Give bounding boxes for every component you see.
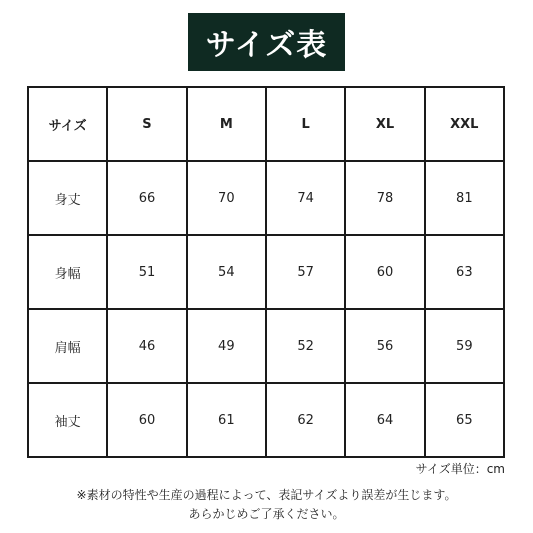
table-cell: 46 — [107, 309, 186, 383]
header-cell-xl: XL — [345, 87, 424, 161]
header-cell-size: サイズ — [28, 87, 107, 161]
table-cell: 81 — [425, 161, 504, 235]
table-row — [28, 161, 504, 235]
row-label: 袖丈 — [28, 383, 107, 457]
page-title-text: サイズ表 — [205, 28, 328, 63]
table-cell: 59 — [425, 309, 504, 383]
table-row — [28, 235, 504, 309]
row-label: 肩幅 — [28, 309, 107, 383]
header-cell-m: M — [187, 87, 266, 161]
table-row — [28, 309, 504, 383]
table-cell: 70 — [187, 161, 266, 235]
table-cell: 61 — [187, 383, 266, 457]
table-row — [28, 383, 504, 457]
header-cell-l: L — [266, 87, 345, 161]
footnote-line-1: ※素材の特性や生産の過程によって、表記サイズより誤差が生じます。 — [76, 488, 457, 502]
table-cell: 63 — [425, 235, 504, 309]
footnote-line-2: あらかじめご了承ください。 — [188, 507, 345, 521]
table-cell: 54 — [187, 235, 266, 309]
table-cell: 49 — [187, 309, 266, 383]
table-header-row — [28, 87, 504, 161]
table-cell: 60 — [107, 383, 186, 457]
table-cell: 66 — [107, 161, 186, 235]
size-table — [27, 86, 505, 458]
table-cell: 64 — [345, 383, 424, 457]
table-cell: 57 — [266, 235, 345, 309]
row-label: 身幅 — [28, 235, 107, 309]
table-cell: 78 — [345, 161, 424, 235]
table-cell: 60 — [345, 235, 424, 309]
header-cell-xxl: XXL — [425, 87, 504, 161]
table-cell: 65 — [425, 383, 504, 457]
table-cell: 74 — [266, 161, 345, 235]
unit-note: サイズ単位：cm — [415, 462, 505, 476]
table-cell: 62 — [266, 383, 345, 457]
row-label: 身丈 — [28, 161, 107, 235]
table-cell: 52 — [266, 309, 345, 383]
page-title — [188, 13, 345, 71]
header-cell-s: S — [107, 87, 186, 161]
table-cell: 56 — [345, 309, 424, 383]
table-cell: 51 — [107, 235, 186, 309]
